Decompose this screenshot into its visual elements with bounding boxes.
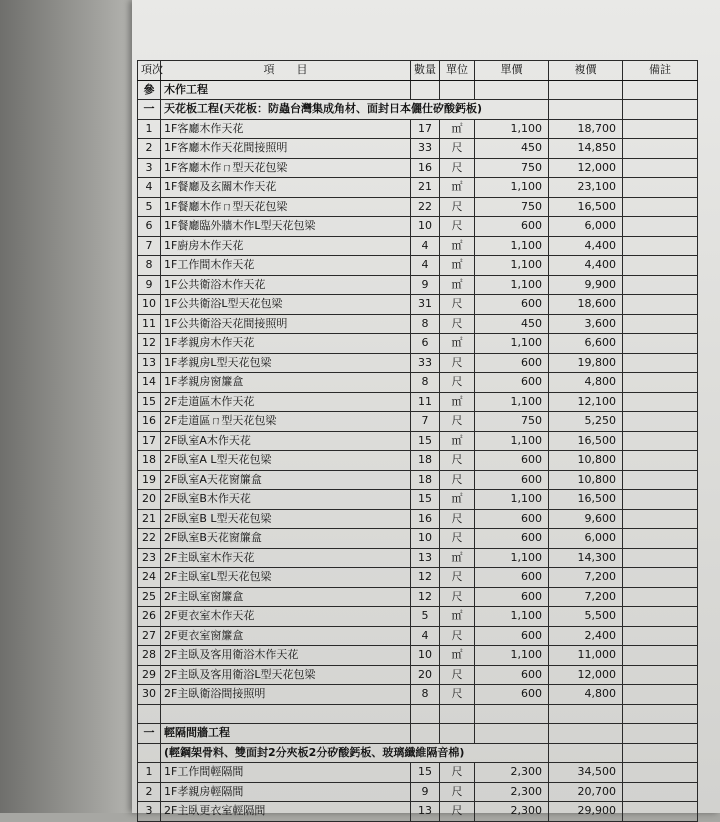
row-price: 1,100 <box>475 607 549 627</box>
row-qty: 16 <box>411 158 440 178</box>
section-no: 一 <box>138 724 161 744</box>
row-price: 600 <box>475 470 549 490</box>
section-title: 輕隔間牆工程 <box>161 724 411 744</box>
row-qty: 13 <box>411 548 440 568</box>
row-total: 12,100 <box>549 392 623 412</box>
table-row <box>138 217 698 237</box>
row-note <box>623 626 698 646</box>
row-total: 18,600 <box>549 295 623 315</box>
row-note <box>623 685 698 705</box>
row-no: 29 <box>138 665 161 685</box>
row-price: 450 <box>475 314 549 334</box>
table-row <box>138 373 698 393</box>
row-item: 2F主臥衛浴間接照明 <box>161 685 411 705</box>
row-qty: 20 <box>411 665 440 685</box>
row-note <box>623 568 698 588</box>
row-qty: 13 <box>411 802 440 822</box>
table-row <box>138 665 698 685</box>
row-unit: ㎡ <box>440 431 475 451</box>
row-item: 1F客廳木作天花 <box>161 119 411 139</box>
row-unit: 尺 <box>440 197 475 217</box>
row-total: 20,700 <box>549 782 623 802</box>
row-qty: 18 <box>411 470 440 490</box>
header-qty: 數量 <box>411 61 440 81</box>
row-total: 4,800 <box>549 685 623 705</box>
row-qty: 8 <box>411 685 440 705</box>
row-price: 1,100 <box>475 275 549 295</box>
row-item: 1F公共衛浴木作天花 <box>161 275 411 295</box>
row-total: 9,900 <box>549 275 623 295</box>
row-price: 1,100 <box>475 548 549 568</box>
row-unit: ㎡ <box>440 392 475 412</box>
table-row <box>138 529 698 549</box>
row-total: 23,100 <box>549 178 623 198</box>
row-qty: 33 <box>411 353 440 373</box>
row-note <box>623 548 698 568</box>
quotation-table <box>137 60 698 822</box>
row-total: 10,800 <box>549 470 623 490</box>
row-price: 1,100 <box>475 236 549 256</box>
table-row <box>138 431 698 451</box>
row-no: 15 <box>138 392 161 412</box>
row-qty: 10 <box>411 217 440 237</box>
row-total: 16,500 <box>549 490 623 510</box>
table-row <box>138 314 698 334</box>
row-total: 16,500 <box>549 431 623 451</box>
row-total: 5,500 <box>549 607 623 627</box>
row-unit: 尺 <box>440 685 475 705</box>
row-price: 600 <box>475 685 549 705</box>
quotation-sheet <box>137 60 697 822</box>
table-row <box>138 568 698 588</box>
row-no: 14 <box>138 373 161 393</box>
table-row <box>138 256 698 276</box>
row-qty: 11 <box>411 392 440 412</box>
row-item: 1F餐廳臨外牆木作L型天花包梁 <box>161 217 411 237</box>
row-price: 600 <box>475 295 549 315</box>
row-item: 2F主臥更衣室輕隔間 <box>161 802 411 822</box>
table-row <box>138 353 698 373</box>
row-item: 2F臥室A L型天花包梁 <box>161 451 411 471</box>
table-row <box>138 782 698 802</box>
row-unit: 尺 <box>440 217 475 237</box>
blank-row <box>138 704 698 724</box>
row-item: 2F主臥及客用衛浴L型天花包梁 <box>161 665 411 685</box>
row-qty: 15 <box>411 490 440 510</box>
row-item: 1F公共衛浴天花間接照明 <box>161 314 411 334</box>
row-note <box>623 373 698 393</box>
header-price: 單價 <box>475 61 549 81</box>
row-no: 6 <box>138 217 161 237</box>
row-price: 2,300 <box>475 763 549 783</box>
row-note <box>623 236 698 256</box>
row-price: 600 <box>475 451 549 471</box>
row-note <box>623 763 698 783</box>
row-unit: 尺 <box>440 295 475 315</box>
row-note <box>623 275 698 295</box>
row-price: 1,100 <box>475 431 549 451</box>
row-unit: 尺 <box>440 529 475 549</box>
row-qty: 21 <box>411 178 440 198</box>
section-title: 天花板工程(天花板：防蟲台灣集成角材、面封日本儷仕矽酸鈣板) <box>161 100 549 120</box>
row-note <box>623 470 698 490</box>
row-price: 750 <box>475 158 549 178</box>
row-price: 600 <box>475 665 549 685</box>
row-qty: 16 <box>411 509 440 529</box>
row-note <box>623 158 698 178</box>
table-row <box>138 490 698 510</box>
row-unit: ㎡ <box>440 256 475 276</box>
table-row <box>138 763 698 783</box>
row-qty: 9 <box>411 275 440 295</box>
row-price: 600 <box>475 587 549 607</box>
row-note <box>623 782 698 802</box>
row-note <box>623 490 698 510</box>
row-price: 1,100 <box>475 178 549 198</box>
row-no: 13 <box>138 353 161 373</box>
row-total: 29,900 <box>549 802 623 822</box>
row-qty: 22 <box>411 197 440 217</box>
section-note-row <box>138 743 698 763</box>
row-unit: 尺 <box>440 763 475 783</box>
row-total: 16,500 <box>549 197 623 217</box>
row-no: 1 <box>138 119 161 139</box>
table-row <box>138 509 698 529</box>
row-total: 4,400 <box>549 256 623 276</box>
row-item: 2F主臥室L型天花包梁 <box>161 568 411 588</box>
row-note <box>623 412 698 432</box>
row-total: 12,000 <box>549 665 623 685</box>
row-total: 34,500 <box>549 763 623 783</box>
row-note <box>623 607 698 627</box>
row-total: 12,000 <box>549 158 623 178</box>
row-no: 3 <box>138 158 161 178</box>
row-total: 6,000 <box>549 217 623 237</box>
row-total: 4,400 <box>549 236 623 256</box>
section-row <box>138 100 698 120</box>
row-no: 26 <box>138 607 161 627</box>
row-item: 1F廚房木作天花 <box>161 236 411 256</box>
row-qty: 15 <box>411 763 440 783</box>
row-item: 2F更衣室窗簾盒 <box>161 626 411 646</box>
row-unit: 尺 <box>440 626 475 646</box>
row-note <box>623 139 698 159</box>
section-row <box>138 724 698 744</box>
row-price: 600 <box>475 509 549 529</box>
background-shadow <box>0 0 142 813</box>
row-unit: ㎡ <box>440 119 475 139</box>
row-note <box>623 451 698 471</box>
row-price: 1,100 <box>475 334 549 354</box>
row-price: 1,100 <box>475 490 549 510</box>
row-qty: 9 <box>411 782 440 802</box>
row-no: 3 <box>138 802 161 822</box>
row-item: 1F孝親房木作天花 <box>161 334 411 354</box>
row-price: 1,100 <box>475 119 549 139</box>
row-unit: 尺 <box>440 451 475 471</box>
row-price: 1,100 <box>475 646 549 666</box>
row-unit: 尺 <box>440 314 475 334</box>
row-note <box>623 314 698 334</box>
row-qty: 4 <box>411 256 440 276</box>
table-row <box>138 392 698 412</box>
row-item: 2F臥室A木作天花 <box>161 431 411 451</box>
row-no: 8 <box>138 256 161 276</box>
row-item: 2F走道區ㄇ型天花包梁 <box>161 412 411 432</box>
row-no: 2 <box>138 782 161 802</box>
row-item: 1F孝親房輕隔間 <box>161 782 411 802</box>
row-unit: ㎡ <box>440 178 475 198</box>
row-price: 600 <box>475 529 549 549</box>
row-unit: 尺 <box>440 412 475 432</box>
row-total: 19,800 <box>549 353 623 373</box>
table-row <box>138 178 698 198</box>
row-no: 18 <box>138 451 161 471</box>
row-unit: ㎡ <box>440 334 475 354</box>
row-no: 12 <box>138 334 161 354</box>
row-note <box>623 295 698 315</box>
row-total: 10,800 <box>549 451 623 471</box>
row-total: 2,400 <box>549 626 623 646</box>
row-note <box>623 646 698 666</box>
row-price: 1,100 <box>475 256 549 276</box>
row-qty: 8 <box>411 314 440 334</box>
row-price: 450 <box>475 139 549 159</box>
row-unit: 尺 <box>440 665 475 685</box>
header-note: 備註 <box>623 61 698 81</box>
row-note <box>623 392 698 412</box>
row-item: 2F走道區木作天花 <box>161 392 411 412</box>
header-no: 項次 <box>138 61 161 81</box>
row-price: 600 <box>475 373 549 393</box>
row-no: 11 <box>138 314 161 334</box>
row-no: 30 <box>138 685 161 705</box>
row-total: 18,700 <box>549 119 623 139</box>
header-item: 項 目 <box>161 61 411 81</box>
row-total: 9,600 <box>549 509 623 529</box>
row-total: 14,300 <box>549 548 623 568</box>
row-qty: 4 <box>411 236 440 256</box>
table-row <box>138 607 698 627</box>
header-row <box>138 61 698 81</box>
row-qty: 12 <box>411 568 440 588</box>
row-note <box>623 509 698 529</box>
row-no: 27 <box>138 626 161 646</box>
row-item: 2F臥室B L型天花包梁 <box>161 509 411 529</box>
row-unit: ㎡ <box>440 236 475 256</box>
table-row <box>138 197 698 217</box>
row-no: 20 <box>138 490 161 510</box>
row-no: 9 <box>138 275 161 295</box>
row-no: 2 <box>138 139 161 159</box>
table-row <box>138 626 698 646</box>
row-qty: 15 <box>411 431 440 451</box>
row-note <box>623 217 698 237</box>
row-note <box>623 197 698 217</box>
row-no: 16 <box>138 412 161 432</box>
row-no: 23 <box>138 548 161 568</box>
row-item: 2F主臥室窗簾盒 <box>161 587 411 607</box>
table-row <box>138 412 698 432</box>
row-qty: 6 <box>411 334 440 354</box>
row-no: 10 <box>138 295 161 315</box>
row-unit: 尺 <box>440 568 475 588</box>
row-unit: ㎡ <box>440 607 475 627</box>
row-total: 7,200 <box>549 587 623 607</box>
row-qty: 8 <box>411 373 440 393</box>
row-note <box>623 587 698 607</box>
row-price: 2,300 <box>475 782 549 802</box>
row-qty: 18 <box>411 451 440 471</box>
row-item: 2F更衣室木作天花 <box>161 607 411 627</box>
row-item: 1F工作間木作天花 <box>161 256 411 276</box>
row-total: 5,250 <box>549 412 623 432</box>
row-price: 2,300 <box>475 802 549 822</box>
row-note <box>623 529 698 549</box>
row-note <box>623 431 698 451</box>
row-total: 6,000 <box>549 529 623 549</box>
row-no: 7 <box>138 236 161 256</box>
table-row <box>138 119 698 139</box>
row-total: 11,000 <box>549 646 623 666</box>
row-item: 1F餐廳木作ㄇ型天花包梁 <box>161 197 411 217</box>
row-no: 28 <box>138 646 161 666</box>
row-unit: ㎡ <box>440 490 475 510</box>
row-item: 1F公共衛浴L型天花包梁 <box>161 295 411 315</box>
table-row <box>138 802 698 822</box>
table-row <box>138 548 698 568</box>
row-unit: ㎡ <box>440 548 475 568</box>
row-price: 750 <box>475 197 549 217</box>
table-row <box>138 451 698 471</box>
row-item: 2F臥室B天花窗簾盒 <box>161 529 411 549</box>
row-note <box>623 256 698 276</box>
category-row <box>138 80 698 100</box>
row-unit: ㎡ <box>440 275 475 295</box>
row-note <box>623 334 698 354</box>
row-item: 1F孝親房L型天花包梁 <box>161 353 411 373</box>
table-row <box>138 470 698 490</box>
row-no: 24 <box>138 568 161 588</box>
table-row <box>138 139 698 159</box>
row-note <box>623 353 698 373</box>
row-unit: 尺 <box>440 802 475 822</box>
row-no: 17 <box>138 431 161 451</box>
row-note <box>623 665 698 685</box>
table-row <box>138 334 698 354</box>
row-unit: ㎡ <box>440 646 475 666</box>
row-note <box>623 802 698 822</box>
row-total: 6,600 <box>549 334 623 354</box>
table-row <box>138 587 698 607</box>
header-unit: 單位 <box>440 61 475 81</box>
category-title: 木作工程 <box>161 80 411 100</box>
row-unit: 尺 <box>440 139 475 159</box>
row-total: 14,850 <box>549 139 623 159</box>
row-note <box>623 119 698 139</box>
row-qty: 33 <box>411 139 440 159</box>
row-no: 1 <box>138 763 161 783</box>
row-qty: 12 <box>411 587 440 607</box>
row-unit: 尺 <box>440 373 475 393</box>
row-unit: 尺 <box>440 158 475 178</box>
row-item: 1F客廳木作天花間接照明 <box>161 139 411 159</box>
row-unit: 尺 <box>440 587 475 607</box>
row-item: 2F主臥室木作天花 <box>161 548 411 568</box>
row-qty: 10 <box>411 646 440 666</box>
row-price: 600 <box>475 353 549 373</box>
header-total: 複價 <box>549 61 623 81</box>
row-qty: 4 <box>411 626 440 646</box>
section-no: 一 <box>138 100 161 120</box>
row-unit: 尺 <box>440 470 475 490</box>
row-no: 21 <box>138 509 161 529</box>
row-no: 22 <box>138 529 161 549</box>
table-row <box>138 685 698 705</box>
row-total: 7,200 <box>549 568 623 588</box>
row-unit: 尺 <box>440 353 475 373</box>
row-price: 600 <box>475 217 549 237</box>
row-item: 2F臥室A天花窗簾盒 <box>161 470 411 490</box>
row-no: 5 <box>138 197 161 217</box>
row-unit: 尺 <box>440 509 475 529</box>
row-price: 600 <box>475 626 549 646</box>
row-no: 4 <box>138 178 161 198</box>
row-note <box>623 178 698 198</box>
row-qty: 17 <box>411 119 440 139</box>
table-row <box>138 295 698 315</box>
row-no: 19 <box>138 470 161 490</box>
row-qty: 5 <box>411 607 440 627</box>
row-item: 1F孝親房窗簾盒 <box>161 373 411 393</box>
row-total: 4,800 <box>549 373 623 393</box>
row-qty: 7 <box>411 412 440 432</box>
row-total: 3,600 <box>549 314 623 334</box>
row-item: 2F主臥及客用衛浴木作天花 <box>161 646 411 666</box>
section-note: (輕鋼架骨料、雙面封2分夾板2分矽酸鈣板、玻璃纖維隔音棉) <box>161 743 549 763</box>
row-item: 1F客廳木作ㄇ型天花包梁 <box>161 158 411 178</box>
row-unit: 尺 <box>440 782 475 802</box>
table-row <box>138 158 698 178</box>
category-no: 參 <box>138 80 161 100</box>
row-qty: 10 <box>411 529 440 549</box>
row-item: 1F餐廳及玄關木作天花 <box>161 178 411 198</box>
row-price: 600 <box>475 568 549 588</box>
row-item: 1F工作間輕隔間 <box>161 763 411 783</box>
row-item: 2F臥室B木作天花 <box>161 490 411 510</box>
row-price: 750 <box>475 412 549 432</box>
row-qty: 31 <box>411 295 440 315</box>
table-row <box>138 275 698 295</box>
row-price: 1,100 <box>475 392 549 412</box>
table-row <box>138 236 698 256</box>
row-no: 25 <box>138 587 161 607</box>
table-row <box>138 646 698 666</box>
